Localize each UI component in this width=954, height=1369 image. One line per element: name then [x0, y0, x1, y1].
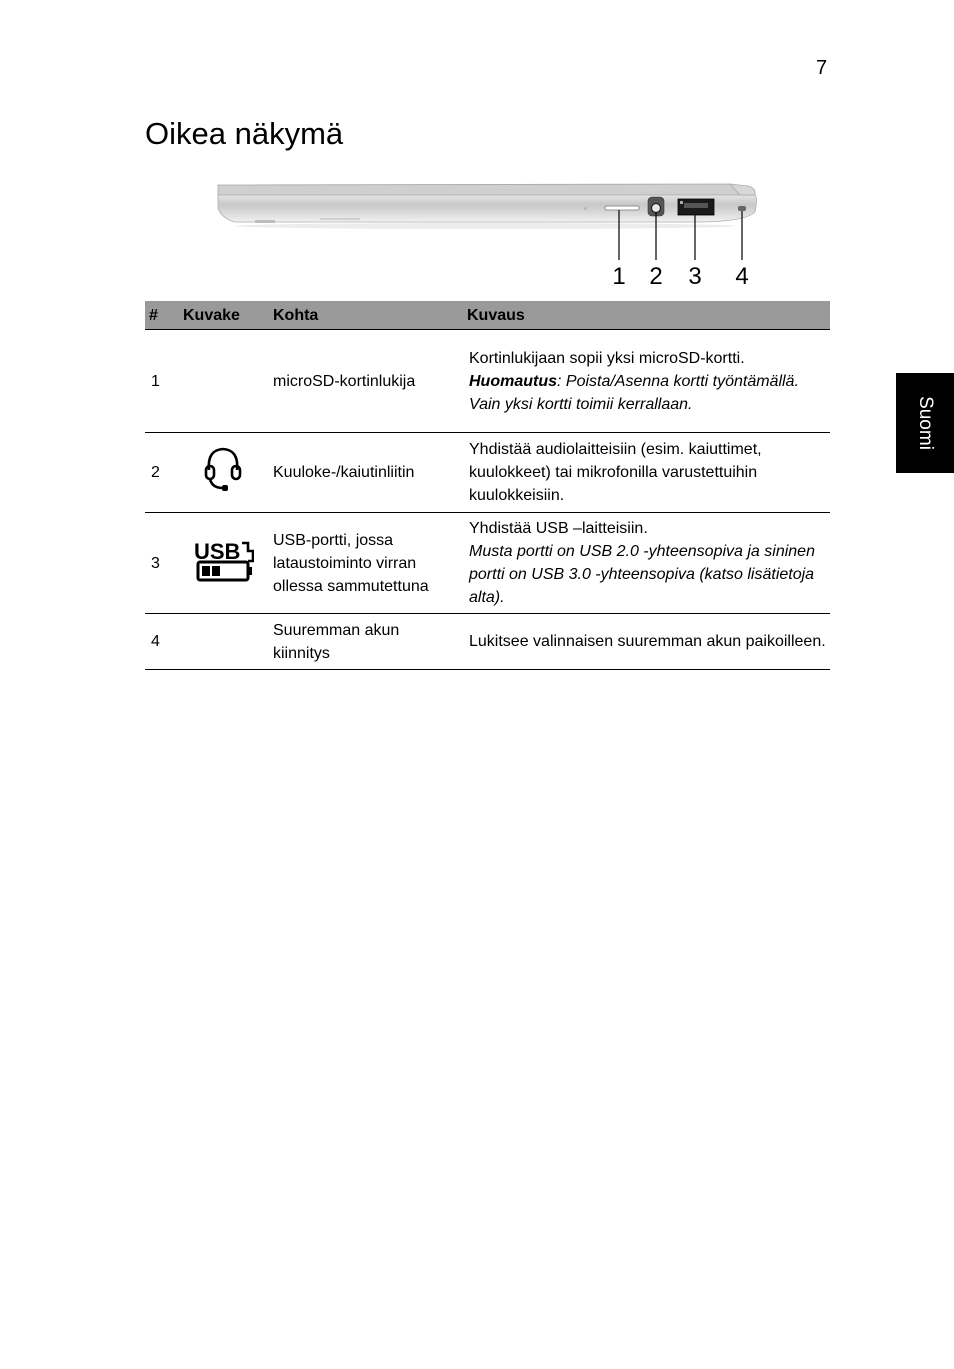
language-tab-label: Suomi	[915, 396, 936, 450]
description-text: Kortinlukijaan sopii yksi microSD-kortti.	[469, 349, 745, 367]
header-number: #	[145, 301, 179, 330]
callout-number-3: 3	[688, 263, 702, 290]
row-number: 1	[145, 330, 179, 433]
page-title: Oikea näkymä	[145, 116, 344, 151]
description-text: Yhdistää audiolaitteisiin (esim. kaiuttimet, kuulokkeet) tai mikrofonilla varustettuihin kuulokkeisiin.	[469, 441, 762, 504]
table-row	[145, 614, 830, 670]
description-text: Yhdistää USB –laitteisiin.	[469, 520, 648, 537]
header-description: Kuvaus	[463, 301, 830, 330]
row-number: 3	[145, 513, 179, 614]
usb-charge-icon	[192, 537, 254, 583]
note	[469, 370, 826, 393]
row-number: 4	[145, 614, 179, 670]
battery-lock-slot	[738, 206, 746, 211]
usb-icon-text: USB	[194, 538, 241, 564]
table-row	[145, 330, 830, 433]
note-label: Huomautus	[469, 372, 557, 390]
description-text: Lukitsee valinnaisen suuremman akun paikoilleen.	[469, 633, 826, 650]
note-text: : Poista/Asenna kortti työntämällä.	[557, 372, 799, 390]
row-item: Suuremman akun kiinnitys	[265, 614, 463, 670]
row-icon-cell	[179, 513, 265, 614]
laptop-right-side-illustration	[215, 178, 760, 298]
audio-jack	[652, 204, 661, 213]
language-tab	[896, 373, 954, 473]
callout-number-2: 2	[649, 263, 663, 290]
row-description	[463, 330, 830, 433]
row-item: USB-portti, jossa lataustoiminto virran ollessa sammutettuna	[265, 513, 463, 614]
table-row	[145, 433, 830, 513]
callout-number-1: 1	[612, 263, 626, 290]
row-icon-empty	[179, 614, 265, 670]
laptop-body	[218, 195, 757, 222]
row-description	[463, 513, 830, 614]
description-italic: Musta portti on USB 2.0 -yhteensopiva ja sininen portti on USB 3.0 -yhteensopiva (katso lisätietoja alta).	[469, 543, 815, 606]
row-description	[463, 433, 830, 513]
description-italic: Vain yksi kortti toimii kerrallaan.	[469, 395, 693, 413]
row-description	[463, 614, 830, 670]
headset-icon	[203, 444, 243, 494]
row-icon-cell	[179, 433, 265, 513]
table-row	[145, 513, 830, 614]
laptop-lid	[218, 184, 740, 195]
page-number: 7	[816, 57, 828, 79]
row-item: Kuuloke-/kaiutinliitin	[265, 433, 463, 513]
table-header-row	[145, 301, 830, 330]
row-number: 2	[145, 433, 179, 513]
row-icon-empty	[179, 330, 265, 433]
ports-table	[145, 301, 830, 670]
header-icon: Kuvake	[179, 301, 265, 330]
microsd-slot	[605, 206, 639, 210]
header-item: Kohta	[265, 301, 463, 330]
callout-number-4: 4	[735, 263, 749, 290]
row-item: microSD-kortinlukija	[265, 330, 463, 433]
